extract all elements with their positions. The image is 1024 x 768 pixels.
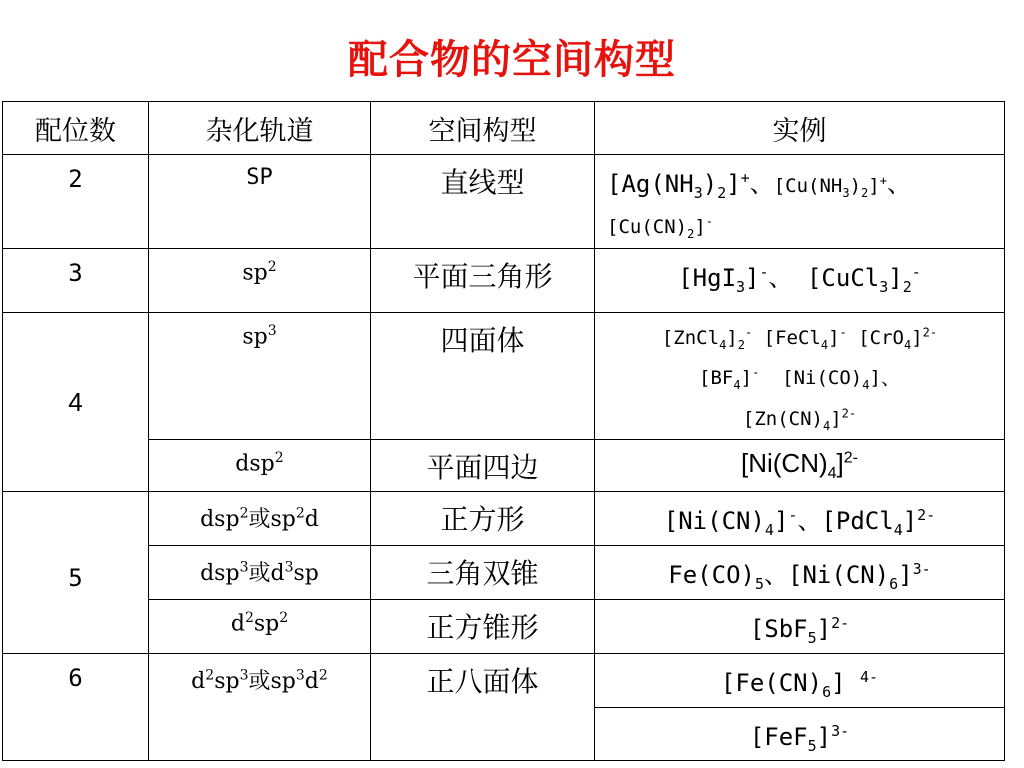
hybrid-orbital-cell: $sp^2$	[149, 248, 371, 312]
header-examples: 实例	[595, 102, 1005, 155]
geometry-cell: 三角双锥	[371, 546, 595, 600]
formula-bf4: $[BF_4]^-$	[699, 366, 760, 393]
table-row	[3, 155, 1005, 249]
hybrid-orbital-cell: $d^2sp^2$	[149, 599, 371, 653]
coordination-number-cell: 6	[3, 653, 149, 761]
table-row	[3, 653, 1005, 707]
formula-ni-cn4: $[Ni(CN)_4]^-$	[663, 506, 798, 540]
geometry-cell: 四面体	[371, 312, 595, 439]
formula-cu-nh3: $[Cu(NH_3)_2]^+$	[773, 173, 887, 200]
formula-cu-cn: $[Cu(CN)_2]^-$	[607, 214, 713, 241]
geometry-cell: 直线型	[371, 155, 595, 249]
table-row	[3, 312, 1005, 439]
geometry-cell: 正方形	[371, 492, 595, 546]
hybrid-orbital-cell: dsp$^3$或$d^3sp$	[149, 546, 371, 600]
examples-cell	[595, 599, 1005, 653]
hybrid-orbital-cell: SP	[149, 155, 371, 249]
hybrid-orbital-cell: dsp$^2$	[149, 440, 371, 492]
geometry-cell: 平面三角形	[371, 248, 595, 312]
header-geometry: 空间构型	[371, 102, 595, 155]
examples-cell	[595, 546, 1005, 600]
coordination-number-cell: 4	[3, 312, 149, 491]
examples-cell	[595, 440, 1005, 492]
geometry-cell: 正八面体	[371, 653, 595, 761]
formula-sbf5: $[SbF_5]^{2-}$	[749, 613, 850, 647]
separator: 、	[764, 561, 789, 590]
table-row	[3, 492, 1005, 546]
examples-cell	[595, 248, 1005, 312]
separator: 、	[768, 263, 807, 292]
header-coordination-number: 配位数	[3, 102, 149, 155]
formula-cucl3: $[CuCl_3]_2^-$	[806, 262, 921, 296]
separator: 、	[797, 507, 822, 536]
formula-ag-nh3: $[Ag(NH_3)_2]^+$	[607, 169, 750, 202]
formula-zncl4: $[ZnCl_4]_2^-$	[661, 325, 753, 353]
geometry-cell: 平面四边	[371, 440, 595, 492]
examples-cell	[595, 312, 1005, 439]
hybrid-orbital-cell: dsp$^2$或$sp^2d$	[149, 492, 371, 546]
formula-hgi3: [HgI$_3$]-	[678, 262, 769, 296]
formula-zn-cn4: $[Zn(CN)_4]^{2-}$	[742, 406, 857, 433]
coordination-number-cell: 5	[3, 492, 149, 654]
separator: 、	[886, 170, 911, 198]
formula-fe-co5: $Fe(CO)_5$	[668, 561, 765, 593]
table-row	[3, 546, 1005, 600]
header-row	[3, 102, 1005, 155]
geometry-cell: 正方锥形	[371, 599, 595, 653]
coordination-number-cell: 3	[3, 248, 149, 312]
formula-pdcl4: [PdCl$_4$]$^{2-}$	[821, 506, 936, 540]
header-hybrid-orbital: 杂化轨道	[149, 102, 371, 155]
coordination-table	[2, 101, 1005, 761]
formula-ni-cn6: $[Ni(CN)_6]^{3-}$	[788, 560, 931, 593]
examples-cell	[595, 492, 1005, 546]
formula-ni-co4: $[Ni(CO)_4]$	[759, 367, 881, 393]
page-title: 配合物的空间构型	[348, 37, 676, 83]
examples-cell	[595, 653, 1005, 707]
hybrid-orbital-cell: $d^2sp^3$或$sp^3d^2$	[149, 653, 371, 761]
table-row	[3, 248, 1005, 312]
separator: 、	[749, 170, 774, 198]
examples-cell	[595, 155, 1005, 249]
formula-ni-cn4: $[Ni(CN)_4]^{2-}$	[740, 448, 859, 483]
coordination-number-cell: 2	[3, 155, 149, 249]
formula-fef5: $[FeF_5]^{3-}$	[749, 721, 850, 755]
table-row	[3, 599, 1005, 653]
table-row	[3, 440, 1005, 492]
formula-cro4: $[CrO_4]^{2-}$	[846, 325, 938, 353]
hybrid-orbital-cell: $sp^3$	[149, 312, 371, 439]
separator: 、	[880, 367, 900, 390]
formula-fecl4: [FeCl$_4$]-	[752, 325, 847, 353]
examples-cell	[595, 707, 1005, 761]
formula-fe-cn6: $[Fe(CN)_6]$ $^{4-}$	[720, 667, 879, 701]
